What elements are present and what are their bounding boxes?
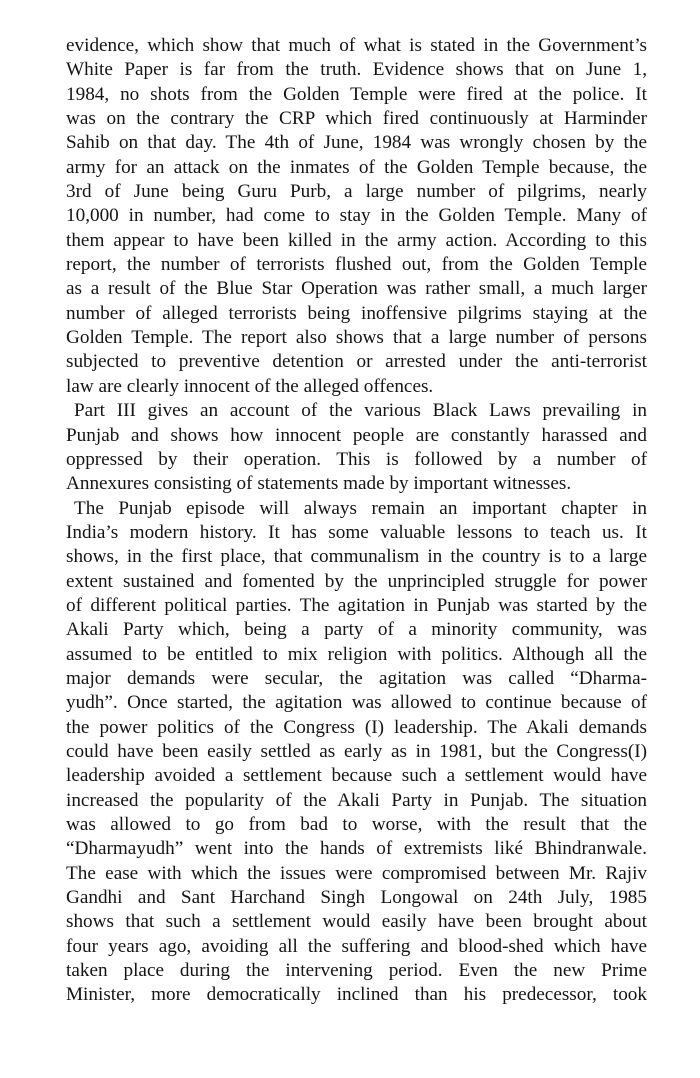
text-line: law are clearly innocent of the alleged offences. [66, 375, 434, 397]
text-line: The Punjab episode will always remain an important chapter in [74, 497, 647, 519]
text-line: 3rd of June being Guru Purb, a large number of pilgrims, nearly [66, 181, 647, 203]
text-line: major demands were secular, the agitation was called “Dharma- [66, 667, 647, 689]
text-line: report, the number of terrorists flushed out, from the Golden Temple [66, 254, 647, 276]
text-line: Minister, more democratically inclined than his predecessor, took [66, 984, 647, 1006]
text-line: Golden Temple. The report also shows that a large number of persons [66, 327, 647, 349]
text-line: India’s modern history. It has some valuable lessons to teach us. It [66, 521, 647, 543]
text-line: shows that such a settlement would easily have been brought about [66, 911, 647, 933]
text-line: subjected to preventive detention or arrested under the anti-terrorist [66, 351, 647, 373]
text-line: White Paper is far from the truth. Evidence shows that on June 1, [66, 59, 647, 81]
paragraph-3 [66, 497, 647, 1008]
text-line: was on the contrary the CRP which fired continuously at Harminder [66, 108, 647, 130]
paragraph-1 [66, 34, 647, 399]
text-line: number of alleged terrorists being inoffensive pilgrims staying at the [66, 302, 647, 324]
text-line: four years ago, avoiding all the suffering and blood-shed which have [66, 935, 647, 957]
document-page [66, 34, 647, 1008]
text-line: taken place during the intervening period. Even the new Prime [66, 960, 647, 982]
text-line: evidence, which show that much of what is stated in the Government’s [66, 35, 647, 56]
text-line: army for an attack on the inmates of the Golden Temple because, the [66, 156, 647, 178]
text-line: 10,000 in number, had come to stay in the Golden Temple. Many of [66, 205, 647, 227]
text-line: as a result of the Blue Star Operation was rather small, a much larger [66, 278, 647, 300]
text-line: shows, in the first place, that communalism in the country is to a large [66, 546, 647, 568]
text-line: increased the popularity of the Akali Party in Punjab. The situation [66, 789, 647, 811]
text-line: leadership avoided a settlement because such a settlement would have [66, 765, 647, 787]
text-line: Punjab and shows how innocent people are constantly harassed and [66, 424, 647, 446]
text-line: Part III gives an account of the various Black Laws prevailing in [74, 400, 647, 422]
text-line: extent sustained and fomented by the unprincipled struggle for power [66, 570, 647, 592]
text-line: Annexures consisting of statements made by important witnesses. [66, 473, 572, 495]
text-line: of different political parties. The agitation in Punjab was started by the [66, 594, 647, 616]
text-line: Gandhi and Sant Harchand Singh Longowal on 24th July, 1985 [66, 887, 647, 909]
text-line: them appear to have been killed in the army action. According to this [66, 229, 647, 251]
text-line: The ease with which the issues were compromised between Mr. Rajiv [66, 862, 647, 884]
text-line: 1984, no shots from the Golden Temple were fired at the police. It [66, 83, 647, 105]
text-line: oppressed by their operation. This is followed by a number of [66, 448, 647, 470]
text-line: Akali Party which, being a party of a minority community, was [66, 619, 647, 641]
paragraph-2 [66, 399, 647, 496]
text-line: the power politics of the Congress (I) leadership. The Akali demands [66, 716, 647, 738]
text-line: assumed to be entitled to mix religion with politics. Although all the [66, 643, 647, 665]
text-line: was allowed to go from bad to worse, with the result that the [66, 814, 647, 835]
text-line: “Dharmayudh” went into the hands of extremists liké Bhindranwale. [66, 838, 647, 860]
text-line: could have been easily settled as early as in 1981, but the Congress(I) [66, 740, 647, 762]
text-line: yudh”. Once started, the agitation was allowed to continue because of [66, 692, 647, 714]
text-line: Sahib on that day. The 4th of June, 1984 was wrongly chosen by the [66, 132, 647, 154]
